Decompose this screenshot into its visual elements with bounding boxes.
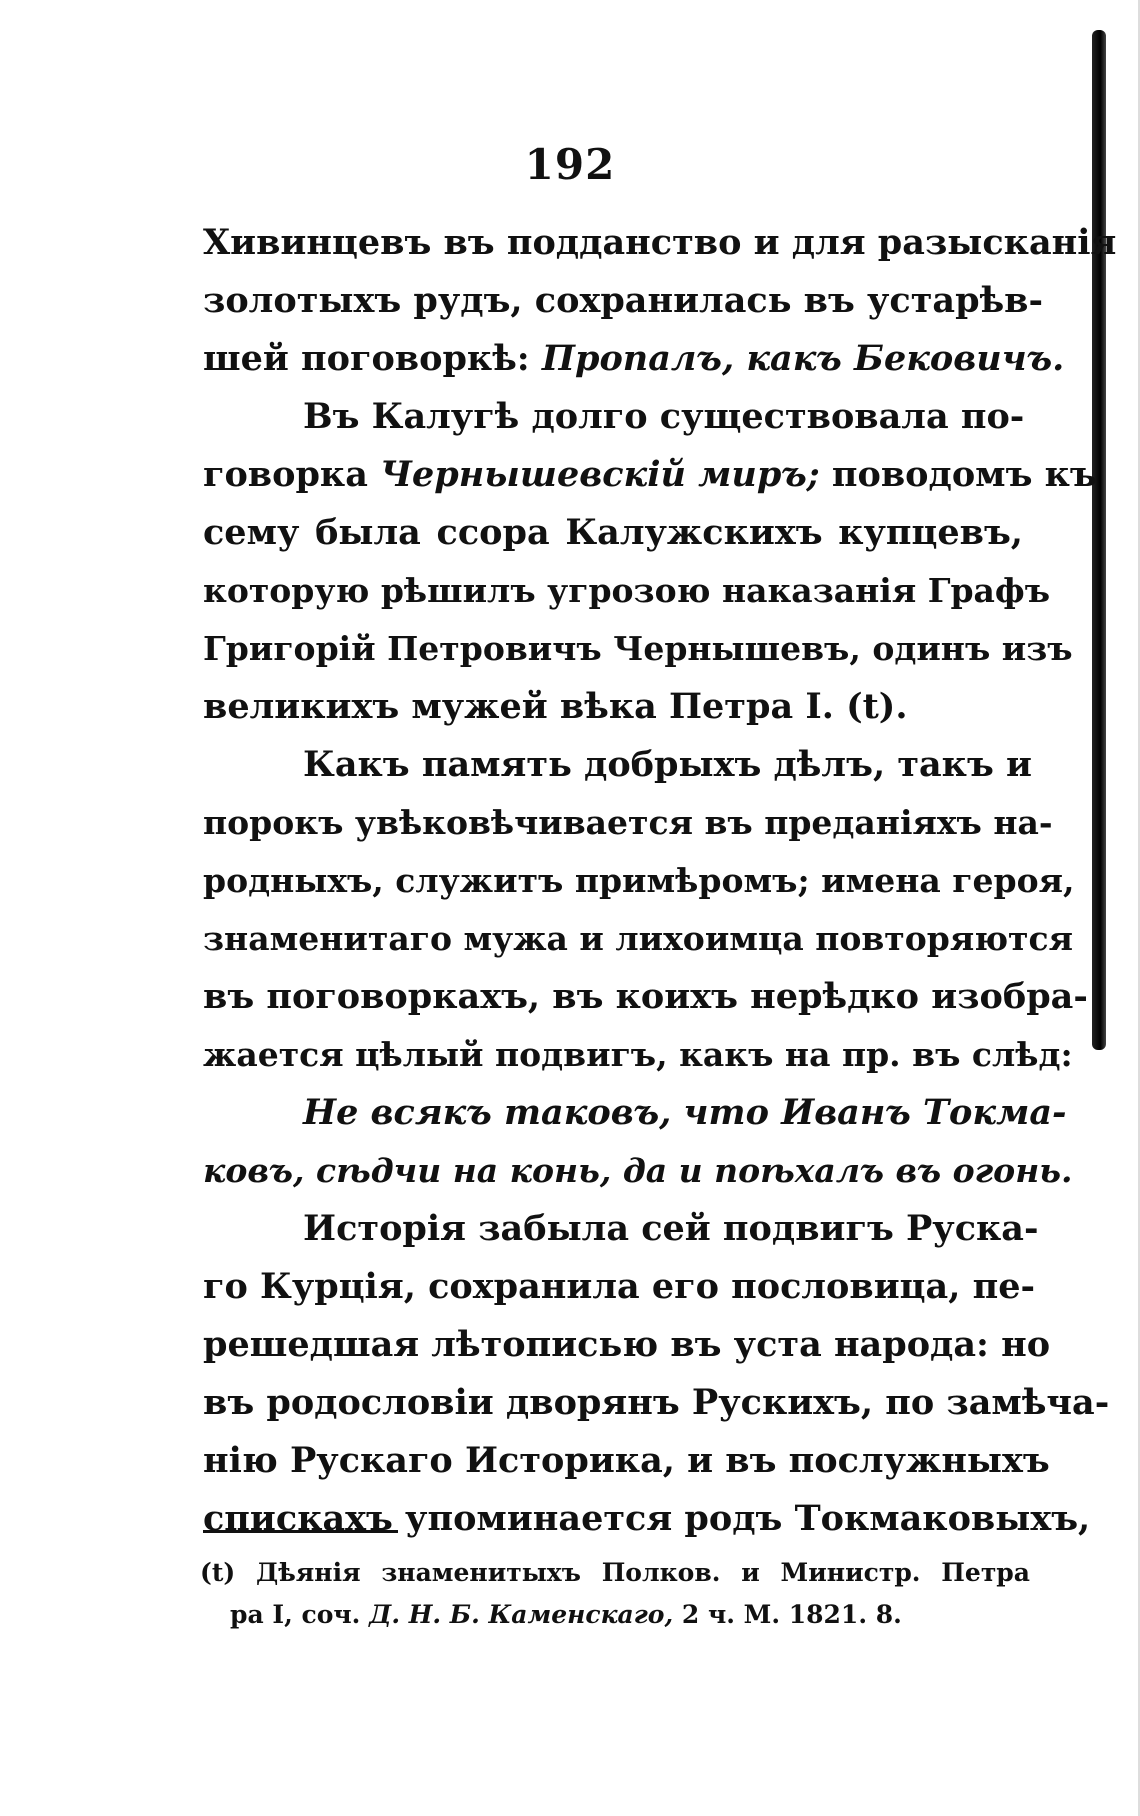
- italic-text: Д. Н. Б. Каменскаго,: [369, 1600, 674, 1629]
- body-line: [203, 736, 1032, 794]
- body-line: [203, 1142, 1073, 1200]
- line-text: порокъ увѣковѣчивается въ преданіяхъ на-: [203, 803, 1053, 842]
- line-text: Исторія забыла сей подвигъ Руска-: [303, 1208, 1039, 1249]
- footnote-line: [200, 1552, 1030, 1594]
- body-line: [203, 388, 1023, 446]
- italic-text: ковъ, сѣдчи на конь, да и поѣхалъ въ огонь.: [203, 1151, 1073, 1190]
- line-text: ра I, соч.: [230, 1600, 370, 1629]
- body-line: [203, 504, 1023, 562]
- line-text: Какъ память добрыхъ дѣлъ, такъ и: [303, 744, 1032, 785]
- line-text: спискахъ упоминается родъ Токмаковыхъ,: [203, 1498, 1091, 1539]
- line-text: решедшая лѣтописью въ уста народа: но: [203, 1324, 1051, 1365]
- body-line: [203, 1200, 1039, 1258]
- body-line: [203, 678, 1023, 736]
- line-text: шей поговоркѣ:: [203, 338, 542, 379]
- body-line: [203, 272, 1044, 330]
- line-text: го Курція, сохранила его пословица, пе-: [203, 1266, 1036, 1307]
- line-text: великихъ мужей вѣка Петра I. (t).: [203, 686, 908, 727]
- body-line: [203, 446, 1097, 504]
- line-text: золотыхъ рудъ, сохранилась въ устарѣв-: [203, 280, 1044, 321]
- body-line: [203, 852, 1075, 910]
- line-text: въ родословіи дворянъ Рускихъ, по замѣча-: [203, 1382, 1110, 1423]
- italic-text: Пропалъ, какъ Бековичъ.: [541, 338, 1065, 379]
- line-text: родныхъ, служитъ примѣромъ; имена героя,: [203, 861, 1075, 900]
- body-line: [203, 1374, 1110, 1432]
- line-text: говорка: [203, 454, 381, 495]
- footnote-rule: [203, 1530, 398, 1533]
- body-line: [203, 794, 1053, 852]
- footnote: [200, 1552, 1030, 1636]
- body-line: [203, 968, 1088, 1026]
- line-text: (t) Дѣянія знаменитыхъ Полков. и Министр. Петра: [200, 1558, 1030, 1587]
- line-text: жается цѣлый подвигъ, какъ на пр. въ слѣд:: [203, 1035, 1073, 1074]
- line-text: сему была ссора Калужскихъ купцевъ,: [203, 512, 1023, 553]
- body-line: [203, 1316, 1051, 1374]
- body-line: [203, 1432, 1050, 1490]
- line-text: нію Рускаго Историка, и въ послужныхъ: [203, 1440, 1050, 1481]
- body-line: [203, 1490, 1091, 1548]
- line-text: 2 ч. М. 1821. 8.: [673, 1600, 902, 1629]
- line-text: поводомъ къ: [819, 454, 1097, 495]
- body-line: [203, 1026, 1073, 1084]
- footnote-line: [200, 1594, 1030, 1636]
- body-line: [203, 330, 1065, 388]
- body-line: [203, 1084, 1067, 1142]
- line-text: Въ Калугѣ долго существовала по-: [303, 396, 1025, 437]
- page-number: 192: [524, 140, 616, 189]
- line-text: которую рѣшилъ угрозою наказанія Графъ: [203, 571, 1051, 610]
- body-line: [203, 620, 1073, 678]
- italic-text: Не всякъ таковъ, что Иванъ Токма-: [303, 1092, 1067, 1133]
- italic-text: Чернышевскій миръ;: [380, 454, 820, 495]
- body-line: [203, 214, 1117, 272]
- line-text: Григорій Петровичъ Чернышевъ, одинъ изъ: [203, 629, 1073, 668]
- body-line: [203, 910, 1073, 968]
- body-text: [203, 214, 1117, 1548]
- line-text: знаменитаго мужа и лихоимца повторяются: [203, 919, 1073, 958]
- line-text: Хивинцевъ въ подданство и для разысканія: [203, 222, 1117, 263]
- body-line: [203, 562, 1051, 620]
- line-text: въ поговоркахъ, въ коихъ нерѣдко изобра-: [203, 976, 1088, 1017]
- body-line: [203, 1258, 1036, 1316]
